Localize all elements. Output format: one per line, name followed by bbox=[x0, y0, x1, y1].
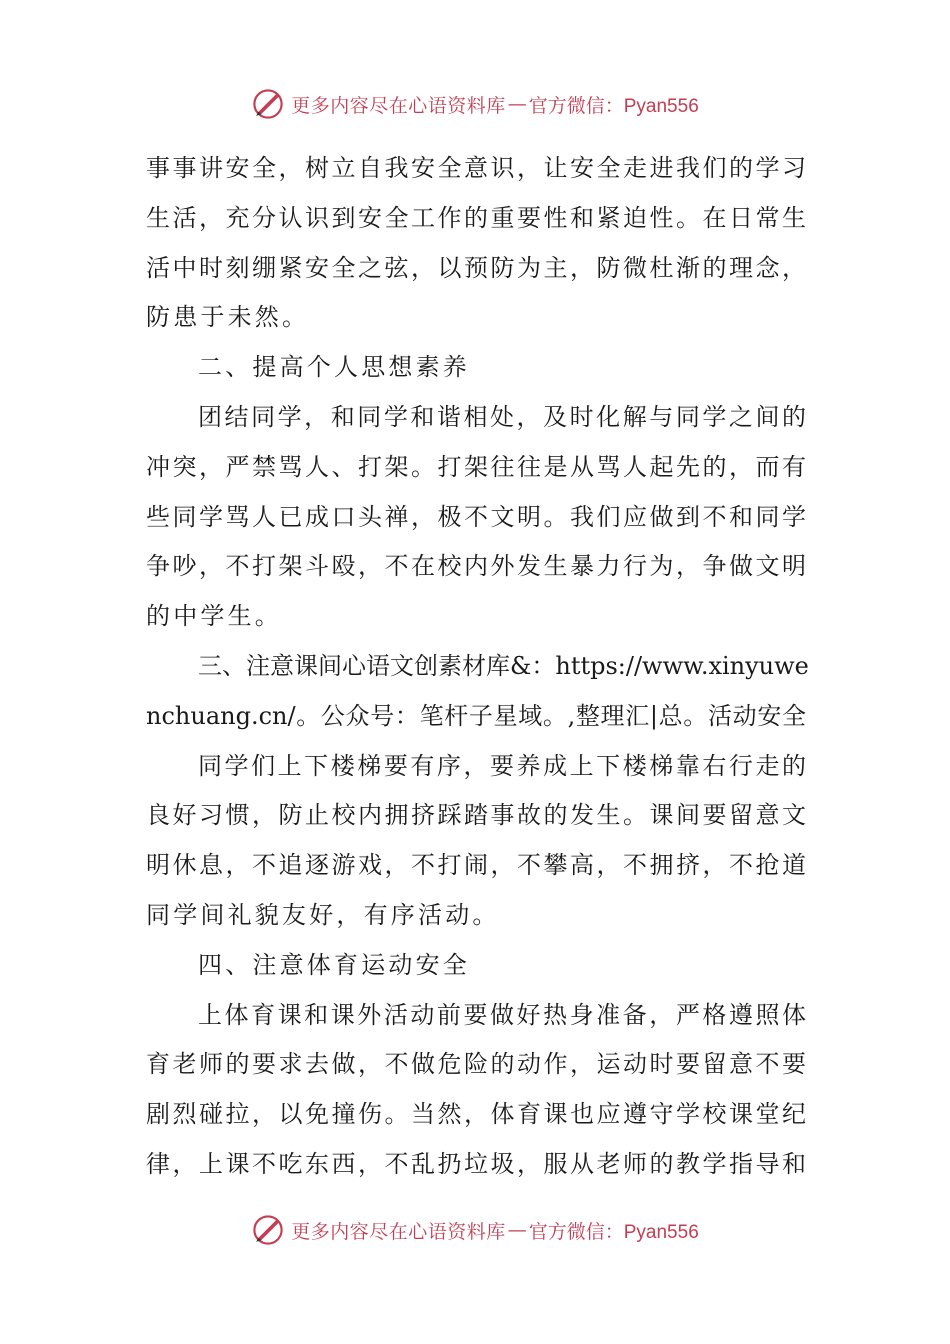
text-line: 的中学生。 bbox=[146, 602, 282, 631]
text-line: 育老师的要求去做，不做危险的动作，运动时要留意不要 bbox=[146, 1050, 806, 1079]
text-line: 生活，充分认识到安全工作的重要性和紧迫性。在日常生 bbox=[146, 203, 806, 232]
text-line: 上体育课和课外活动前要做好热身准备，严格遵照体 bbox=[198, 1000, 806, 1029]
header-contact-label: 官方微信： bbox=[528, 94, 624, 117]
footer-separator: — bbox=[507, 1219, 527, 1241]
text-line-with-link: nchuang.cn/。公众号：笔杆子星域。,整理汇|总。活动安全 bbox=[146, 701, 806, 730]
text-line: 活中时刻绷紧安全之弦，以预防为主，防微杜渐的理念， bbox=[146, 253, 806, 282]
footer-banner bbox=[0, 1208, 950, 1252]
text-line: 剧烈碰拉，以免撞伤。当然，体育课也应遵守学校课堂纪 bbox=[146, 1100, 806, 1129]
section-heading-with-link: 三、注意课间心语文创素材库&：https://www.xinyuwe bbox=[198, 651, 809, 680]
text-line: 良好习惯，防止校内拥挤踩踏事故的发生。课间要留意文 bbox=[146, 801, 806, 830]
section-heading: 二、提高个人思想素养 bbox=[198, 353, 470, 382]
text-line: 防患于未然。 bbox=[146, 303, 310, 332]
text-line: 明休息，不追逐游戏，不打闹，不攀高，不拥挤，不抢道 bbox=[146, 851, 806, 880]
footer-contact-label: 官方微信： bbox=[528, 1220, 624, 1243]
text-line: 事事讲安全，树立自我安全意识，让安全走进我们的学习 bbox=[146, 154, 806, 182]
text-line: 同学们上下楼梯要有序，要养成上下楼梯靠右行走的 bbox=[198, 751, 806, 780]
header-separator: — bbox=[507, 93, 527, 115]
text-line: 争吵，不打架斗殴，不在校内外发生暴力行为，争做文明 bbox=[146, 552, 806, 581]
header-contact-id: Pyan556 bbox=[623, 95, 699, 117]
header-brand: 更多内容尽在心语资料库 bbox=[291, 94, 506, 117]
header-contact bbox=[529, 91, 699, 118]
pen-logo-icon bbox=[251, 1213, 285, 1247]
footer-contact bbox=[529, 1217, 699, 1244]
text-line: 团结同学，和同学和谐相处，及时化解与同学之间的 bbox=[198, 402, 806, 431]
footer-brand: 更多内容尽在心语资料库 bbox=[291, 1220, 506, 1243]
text-line: 律，上课不吃东西，不乱扔垃圾，服从老师的教学指导和 bbox=[146, 1149, 806, 1178]
footer-contact-id: Pyan556 bbox=[623, 1221, 699, 1243]
text-line: 同学间礼貌友好，有序活动。 bbox=[146, 900, 500, 929]
document-body bbox=[146, 144, 809, 1190]
header-banner bbox=[0, 82, 950, 126]
section-heading: 四、注意体育运动安全 bbox=[198, 950, 470, 979]
text-line: 冲突，严禁骂人、打架。打架往往是从骂人起先的，而有 bbox=[146, 452, 806, 481]
pen-logo-icon bbox=[251, 87, 285, 121]
text-line: 些同学骂人已成口头禅，极不文明。我们应做到不和同学 bbox=[146, 502, 806, 531]
